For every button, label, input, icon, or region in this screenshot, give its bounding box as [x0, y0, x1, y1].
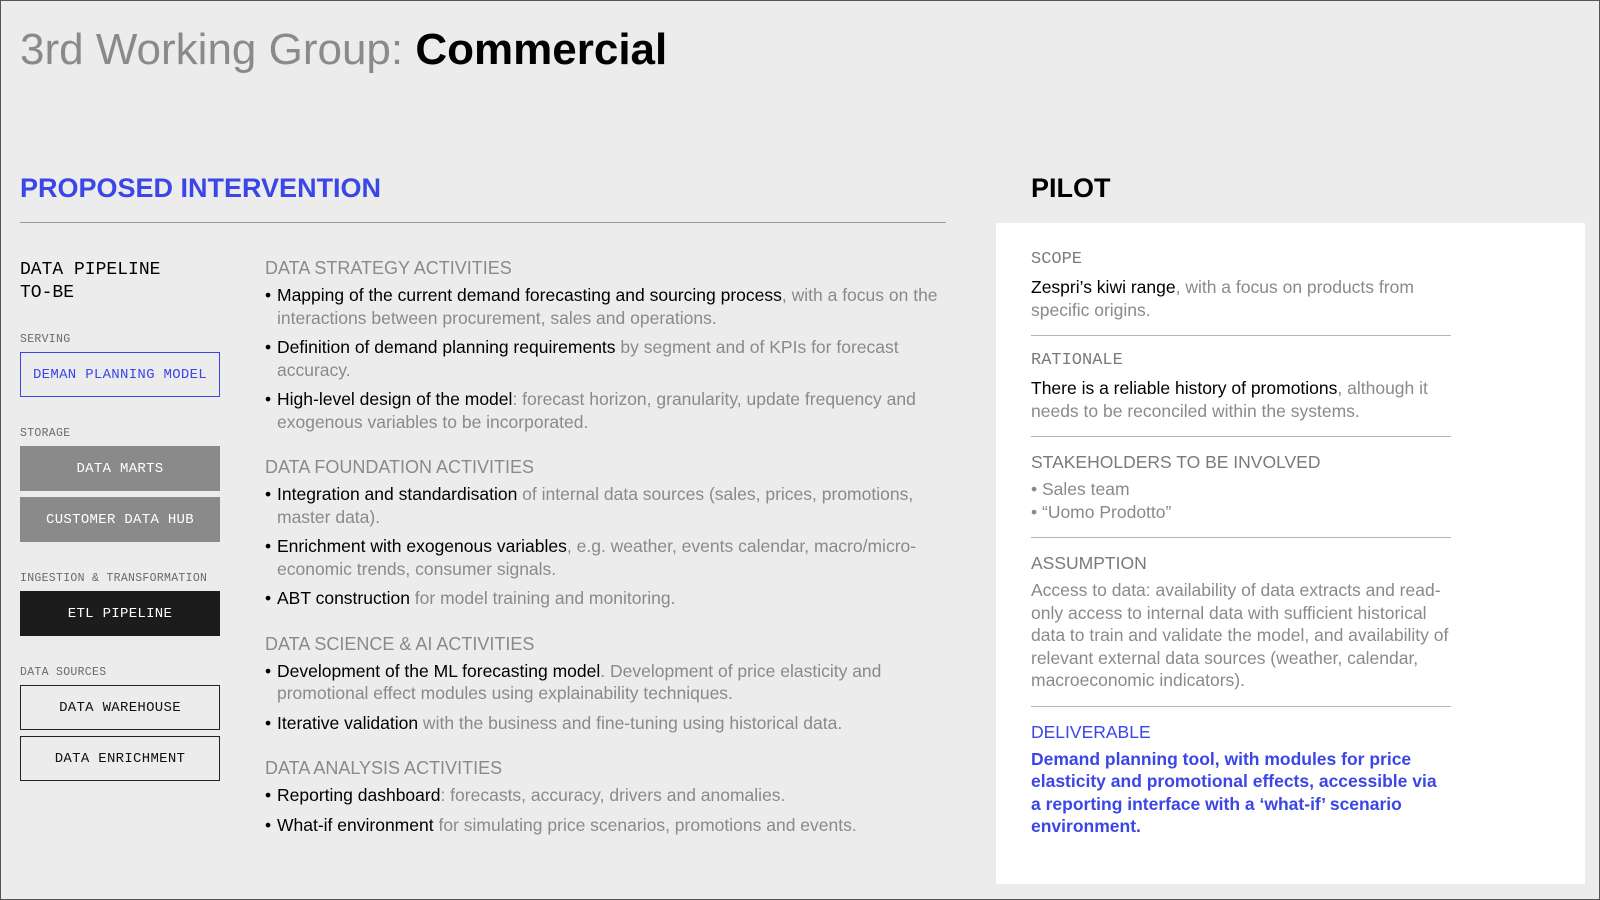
stakeholder-item: • “Uomo Prodotto” [1031, 501, 1172, 522]
rationale-text: There is a reliable history of promotions, although it needs to be reconciled within the systems. [1031, 378, 1428, 421]
activity-item: • Definition of demand planning requirements by segment and of KPIs for forecast accuracy. [265, 336, 945, 381]
activity-item: • Enrichment with exogenous variables, e.g. weather, events calendar, macro/micro-economic trends, consumer signals. [265, 535, 945, 580]
deliverable-label: DELIVERABLE [1031, 721, 1151, 742]
pipeline-box-data-marts: DATA MARTS [20, 446, 220, 491]
activity-item: • Iterative validation with the business and fine-tuning using historical data. [265, 712, 945, 735]
pipeline-box-data-warehouse: DATA WAREHOUSE [20, 685, 220, 730]
layer-label: SERVING [20, 333, 71, 346]
page-title [20, 25, 667, 75]
proposed-intervention-heading: PROPOSED INTERVENTION [20, 173, 382, 203]
layer-ingestion [20, 572, 220, 636]
pipeline-box-customer-data-hub: CUSTOMER DATA HUB [20, 497, 220, 542]
rationale-label: RATIONALE [1031, 351, 1123, 370]
activity-item: • Development of the ML forecasting model. Development of price elasticity and promotional effect modules using explainability techniques. [265, 660, 945, 705]
activity-heading: DATA SCIENCE & AI ACTIVITIES [265, 633, 535, 654]
pilot-scope [1031, 249, 1451, 336]
layer-label: DATA SOURCES [20, 666, 107, 679]
layer-serving [20, 333, 220, 397]
activity-item: • High-level design of the model: forecast horizon, granularity, update frequency and exogenous variables to be incorporated. [265, 388, 945, 433]
layer-label: INGESTION & TRANSFORMATION [20, 572, 208, 585]
activity-heading: DATA ANALYSIS ACTIVITIES [265, 758, 503, 778]
pilot-stakeholders [1031, 451, 1451, 538]
pilot-panel [996, 223, 1585, 884]
pipeline-box-etl-pipeline: ETL PIPELINE [20, 591, 220, 636]
assumption-text: Access to data: availability of data extracts and read-only access to internal data with sufficient historical data to train and validate the model, and availability of relevant external data sources (weather, calendar, macroeconomic indicators). [1031, 580, 1449, 690]
layer-label: STORAGE [20, 427, 71, 440]
activity-heading: DATA FOUNDATION ACTIVITIES [265, 457, 535, 477]
activity-group-data-science [265, 632, 945, 735]
activities-list [265, 256, 945, 858]
scope-text: Zespri’s kiwi range, with a focus on products from specific origins. [1031, 277, 1414, 320]
pilot-deliverable [1031, 721, 1451, 852]
deliverable-text: Demand planning tool, with modules for price elasticity and promotional effects, accessible via a reporting interface with a ‘what-if’ scenario environment. [1031, 748, 1437, 836]
layer-data-sources [20, 666, 220, 781]
stakeholder-item: • Sales team [1031, 479, 1130, 499]
pipeline-title: DATA PIPELINE TO-BE [20, 260, 161, 303]
pipeline-box-demand-planning-model: DEMAN PLANNING MODEL [20, 352, 220, 397]
pipeline-box-data-enrichment: DATA ENRICHMENT [20, 736, 220, 781]
activity-heading: DATA STRATEGY ACTIVITIES [265, 258, 512, 278]
pilot-rationale [1031, 350, 1451, 437]
title-main: Commercial [415, 25, 668, 74]
activity-item: • Mapping of the current demand forecasting and sourcing process, with a focus on the interactions between procurement, sales and operations. [265, 284, 945, 329]
activity-item: • Integration and standardisation of internal data sources (sales, prices, promotions, master data). [265, 483, 945, 528]
activity-group-foundation [265, 455, 945, 610]
activity-item: • ABT construction for model training and monitoring. [265, 587, 945, 610]
assumption-label: ASSUMPTION [1031, 553, 1147, 573]
activity-item: • What-if environment for simulating price scenarios, promotions and events. [265, 814, 945, 837]
activity-group-strategy [265, 256, 945, 433]
stakeholders-label: STAKEHOLDERS TO BE INVOLVED [1031, 452, 1321, 472]
scope-label: SCOPE [1031, 250, 1083, 269]
title-prefix: 3rd Working Group: [20, 25, 416, 74]
activity-group-analysis [265, 756, 945, 836]
layer-storage [20, 427, 220, 542]
pilot-assumption [1031, 552, 1451, 707]
activity-item: • Reporting dashboard: forecasts, accuracy, drivers and anomalies. [265, 784, 945, 807]
section-divider [20, 222, 946, 223]
pilot-heading: PILOT [1031, 173, 1111, 203]
data-pipeline [20, 259, 220, 787]
